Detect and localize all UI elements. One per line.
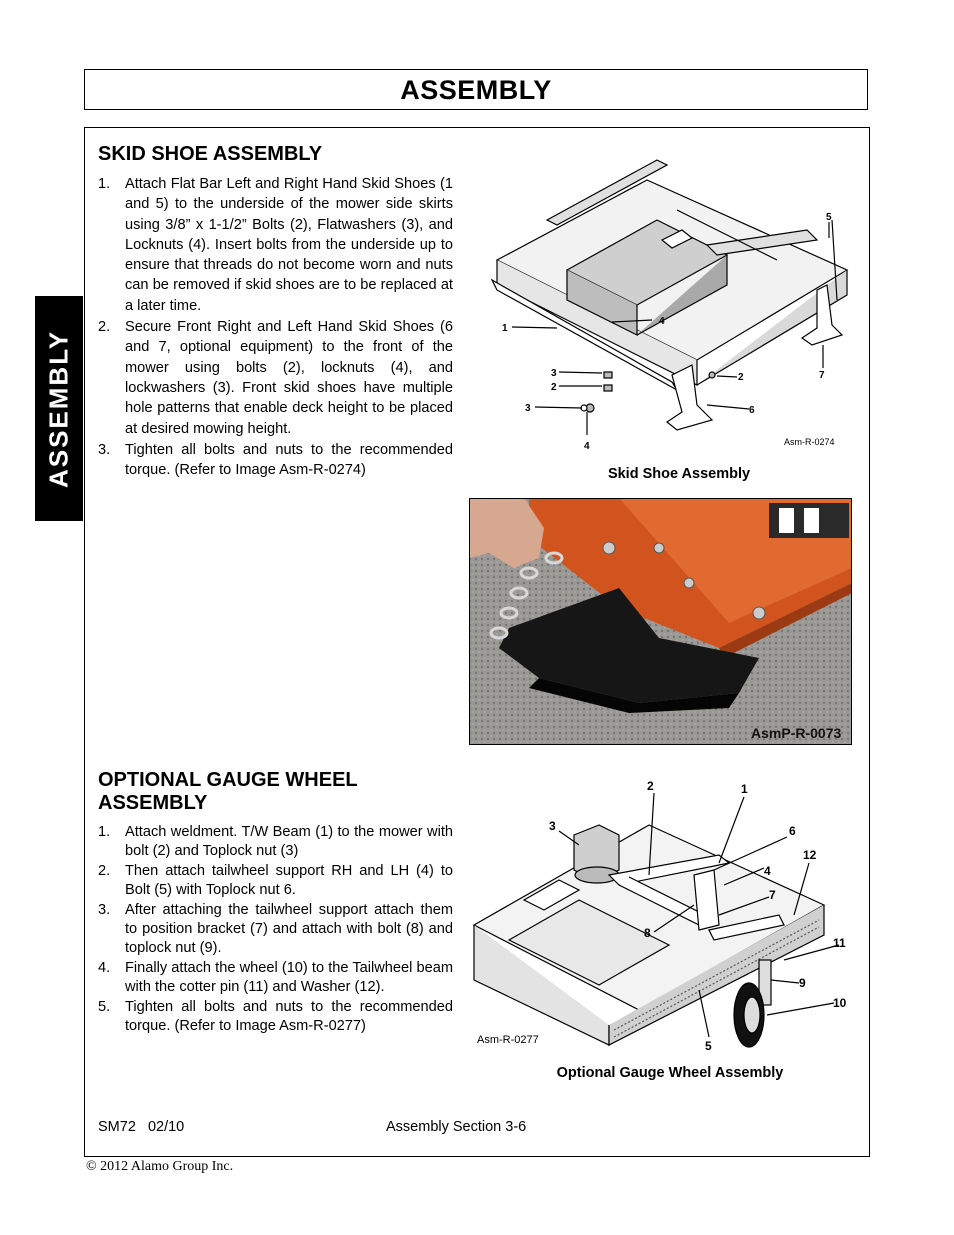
figure-label: 7 <box>819 370 825 381</box>
figure-label: 11 <box>833 936 846 950</box>
footer-section: Assembly Section 3-6 <box>386 1119 527 1135</box>
figure-code: Asm-R-0277 <box>477 1034 539 1046</box>
list-item: 5. Tighten all bolts and nuts to the recommended torque. (Refer to Image Asm-R-0277) <box>98 998 453 1035</box>
figure-label: 2 <box>551 382 557 393</box>
figure-label: 2 <box>647 779 654 793</box>
skid-shoe-steps <box>98 174 453 481</box>
figure-label: 4 <box>764 864 771 878</box>
figure-label: 3 <box>549 819 556 833</box>
figure-label: 3 <box>525 403 531 414</box>
section-title-gauge-wheel: OPTIONAL GAUGE WHEEL ASSEMBLY <box>98 769 358 814</box>
side-tab <box>35 296 83 521</box>
list-item: 3. After attaching the tailwheel support attach them to position bracket (7) and attach with bolt (8) and toplock nut (9). <box>98 901 453 957</box>
figure-label: 12 <box>803 848 817 862</box>
figure-label: 5 <box>705 1039 712 1053</box>
list-item: 2. Then attach tailwheel support RH and LH (4) to Bolt (5) with Toplock nut 6. <box>98 862 453 899</box>
header-box <box>84 69 868 110</box>
figure-label: 6 <box>749 405 755 416</box>
list-item: 2. Secure Front Right and Left Hand Skid Shoes (6 and 7, optional equipment) to the front of the mower using bolts (2), locknuts (4), and lockwashers (3). Front skid shoes have multiple hole patterns that enable deck height to be placed at desired mowing height. <box>98 319 453 437</box>
list-item: 3. Tighten all bolts and nuts to the recommended torque. (Refer to Image Asm-R-0274) <box>98 441 453 479</box>
figure-label: 8 <box>644 926 651 940</box>
figure-label: 6 <box>789 824 796 838</box>
section-title-skid-shoe: SKID SHOE ASSEMBLY <box>98 143 323 165</box>
figure-label: 4 <box>659 316 665 327</box>
photo-code: AsmP-R-0073 <box>751 725 842 741</box>
skid-shoe-diagram <box>487 150 852 455</box>
list-item: 1. Attach Flat Bar Left and Right Hand Skid Shoes (1 and 5) to the underside of the mower side skirts using 3/8” x 1-1/2” Bolts (2), Flatwashers (3), and Locknuts (4). Insert bolts from the underside up to ensure that threads do not become worn and nuts can be removed if skid shoes are to be replaced at a later time. <box>98 176 453 314</box>
page-title: ASSEMBLY <box>400 75 552 105</box>
figure-label: 4 <box>584 441 590 452</box>
gauge-wheel-steps <box>98 823 453 1037</box>
figure-label: 9 <box>799 976 806 990</box>
figure-label: 2 <box>738 372 744 383</box>
figure-label: 5 <box>826 212 832 223</box>
figure-label: 1 <box>502 323 508 334</box>
side-tab-label: ASSEMBLY <box>43 329 74 488</box>
figure-label: 10 <box>833 996 847 1010</box>
figure-caption-gauge-wheel: Optional Gauge Wheel Assembly <box>556 1065 784 1081</box>
skid-shoe-photo <box>469 498 852 745</box>
figure-code: Asm-R-0274 <box>784 437 835 447</box>
gauge-wheel-diagram <box>469 775 854 1055</box>
figure-label: 1 <box>741 782 748 796</box>
figure-label: 7 <box>769 888 776 902</box>
list-item: 4. Finally attach the wheel (10) to the Tailwheel beam with the cotter pin (11) and Washer (12). <box>98 959 453 996</box>
footer-model-date: SM72 02/10 <box>98 1119 185 1135</box>
copyright: © 2012 Alamo Group Inc. <box>86 1159 234 1174</box>
figure-caption-skid-shoe: Skid Shoe Assembly <box>607 466 751 482</box>
list-item: 1. Attach weldment. T/W Beam (1) to the mower with bolt (2) and Toplock nut (3) <box>98 824 453 860</box>
figure-label: 3 <box>551 368 557 379</box>
